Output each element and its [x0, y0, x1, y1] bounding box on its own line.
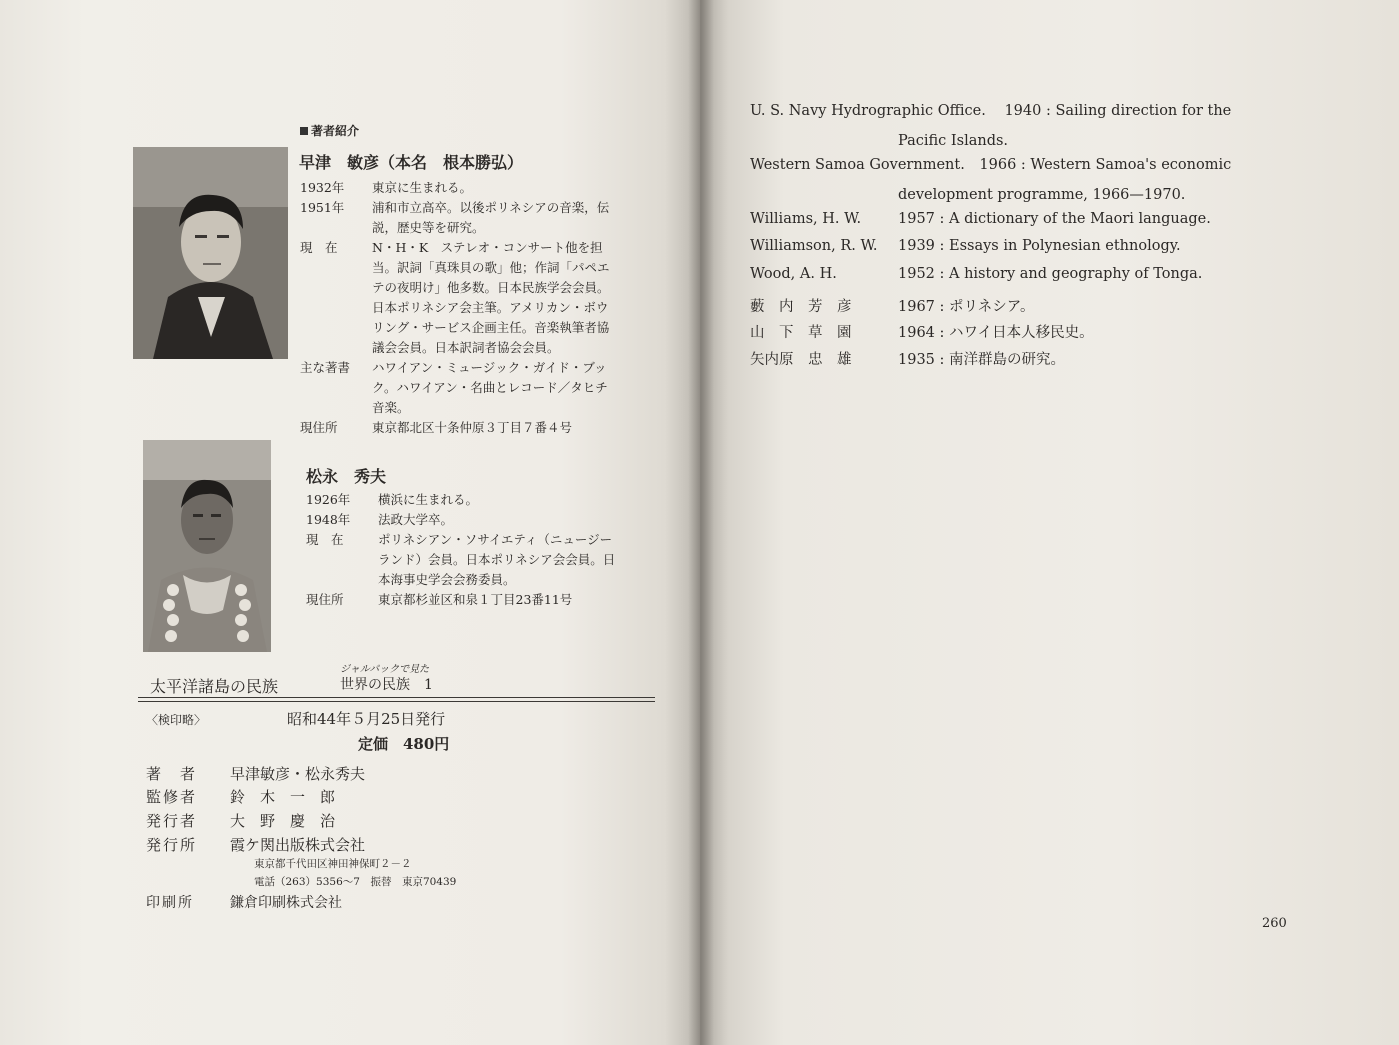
book-title: 太平洋諸島の民族 [150, 677, 279, 696]
colophon-value: 霞ケ関出版株式会社 [230, 836, 366, 854]
author2-name: 松永 秀夫 [306, 467, 387, 486]
reference-entry [750, 238, 1181, 254]
bio-label: 現住所 [300, 420, 338, 435]
bio-row [306, 490, 618, 510]
page-number: 260 [1262, 916, 1287, 931]
colophon-value: 鈴 木 一 郎 [230, 788, 336, 806]
bio-label: 現 在 [306, 532, 344, 547]
reference-text: 1935 : 南洋群島の研究。 [898, 352, 1066, 368]
reference-entry [750, 157, 1231, 173]
reference-text: 1939 : Essays in Polynesian ethnology. [898, 238, 1181, 254]
bio-row [306, 510, 618, 530]
reference-entry [750, 295, 1035, 316]
bio-text: 浦和市立高卒。以後ポリネシアの音楽，伝説，歴史等を研究。 [372, 200, 610, 235]
bio-label: 1932年 [300, 180, 345, 195]
reference-text: 1957 : A dictionary of the Maori language. [898, 211, 1211, 227]
reference-entry [750, 103, 1231, 119]
bio-label: 1926年 [306, 492, 351, 507]
reference-author: U. S. Navy Hydrographic Office. [750, 103, 986, 119]
price: 定価 480円 [358, 735, 450, 753]
bio-text: 東京都北区十条仲原３丁目７番４号 [372, 420, 573, 435]
colophon-value: 大 野 慶 治 [230, 812, 336, 830]
reference-text: 1964 : ハワイ日本人移民史。 [898, 325, 1094, 341]
colophon-row [146, 892, 342, 912]
reference-author: 山 下 草 園 [750, 325, 852, 341]
author1-bio [300, 178, 612, 438]
bio-text: ポリネシアン・ソサイエティ（ニュージーランド）会員。日本ポリネシア会会員。日本海事史学会会務委員。 [378, 532, 616, 587]
bio-text: 法政大学卒。 [378, 512, 454, 527]
reference-author: Williams, H. W. [750, 211, 862, 227]
reference-entry [750, 321, 1094, 342]
section-header [300, 122, 359, 139]
reference-author: 矢内原 忠 雄 [750, 352, 852, 368]
bio-label: 現住所 [306, 592, 344, 607]
author2-bio [306, 490, 618, 610]
colophon-label: 発行所 [146, 836, 198, 854]
reference-author: 藪 内 芳 彦 [750, 299, 852, 315]
bio-row [300, 198, 612, 238]
reference-entry [750, 266, 1202, 282]
colophon-row [146, 834, 365, 855]
reference-text: 1952 : A history and geography of Tonga. [898, 266, 1203, 282]
bio-text: ハワイアン・ミュージック・ガイド・ブック。ハワイアン・名曲とレコード／タヒチ音楽。 [372, 360, 608, 415]
colophon-value: 早津敏彦・松永秀夫 [230, 765, 366, 783]
publication-date: 昭和44年５月25日発行 [287, 710, 446, 728]
divider [138, 697, 655, 698]
series-volume: 世界の民族 1 [340, 677, 433, 693]
square-bullet-icon [300, 127, 308, 135]
bio-text: N・H・K ステレオ・コンサート他を担当。訳詞「真珠貝の歌」他；作詞「パペエテの夜明け」他多数。日本民族学会会員。日本ポリネシア会主筆。アメリカン・ボウリング・サービス企画主任。音楽執筆者協議会会員。日本訳詞者協会会員。 [372, 240, 610, 355]
colophon-row [146, 786, 335, 807]
bio-label: 1951年 [300, 200, 345, 215]
series-subtitle: ジャルパックで見た [340, 664, 430, 675]
author2-photo [143, 440, 271, 652]
author1-photo [133, 147, 288, 359]
colophon-label: 監修者 [146, 788, 198, 806]
book-gutter-shadow [688, 0, 714, 1045]
reference-continuation: Pacific Islands. [898, 133, 1009, 149]
bio-label: 主な著書 [300, 360, 351, 375]
author1-name: 早津 敏彦（本名 根本勝弘） [299, 153, 524, 172]
bio-label: 現 在 [300, 240, 338, 255]
bio-row [306, 530, 618, 590]
series-title-block [150, 664, 650, 694]
colophon-label: 発行者 [146, 812, 198, 830]
reference-text: 1940 : Sailing direction for the [1004, 103, 1232, 119]
reference-author: Williamson, R. W. [750, 238, 878, 254]
bio-row [300, 238, 612, 358]
bio-text: 横浜に生まれる。 [378, 492, 479, 507]
bio-row [300, 418, 612, 438]
reference-text: 1967 : ポリネシア。 [898, 299, 1035, 315]
colophon-label: 印刷所 [146, 895, 194, 911]
divider [138, 701, 655, 702]
reference-entry [750, 348, 1065, 369]
right-page [700, 0, 1399, 1045]
reference-author: Western Samoa Government. [750, 157, 965, 173]
bio-text: 東京都杉並区和泉１丁目23番11号 [378, 592, 573, 607]
bio-text: 東京に生まれる。 [372, 180, 473, 195]
colophon-label: 著 者 [146, 765, 198, 783]
reference-text: 1966 : Western Samoa's economic [979, 157, 1232, 173]
bio-row [300, 358, 612, 418]
publisher-phone: 電話（263）5356～7 振替 東京70439 [254, 876, 457, 888]
bio-row [306, 590, 618, 610]
colophon-row [146, 810, 335, 831]
reference-entry [750, 211, 1211, 227]
colophon-row [146, 763, 365, 784]
reference-continuation: development programme, 1966—1970. [898, 187, 1186, 203]
bio-row [300, 178, 612, 198]
reference-author: Wood, A. H. [750, 266, 837, 282]
header-text: 著者紹介 [311, 124, 360, 138]
bio-label: 1948年 [306, 512, 351, 527]
publisher-address: 東京都千代田区神田神保町２－２ [254, 858, 412, 870]
printer-name: 鎌倉印刷株式会社 [230, 895, 342, 911]
stamp-note: 〈検印略〉 [146, 713, 207, 727]
